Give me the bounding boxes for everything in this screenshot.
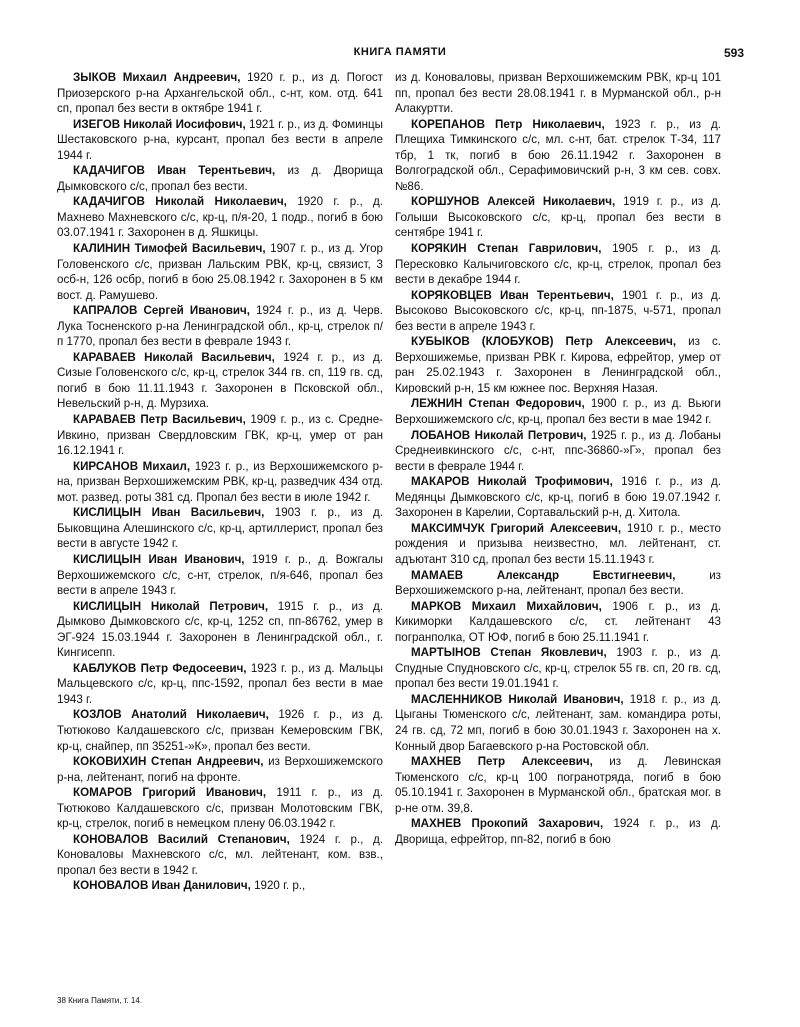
person-name: КИСЛИЦЫН Иван Иванович, — [73, 552, 245, 566]
entry-details: 1901 г. р., из д. Высоково Высоковского с/с, кр-ц, пп-1875, ч-571, пропал без вести в апреле 1943 г. — [395, 288, 721, 333]
entry-details: из Верхошижемского р-на, лейтенант, погиб на фронте. — [57, 755, 383, 784]
entry-details: 1921 г. р., из д. Фоминцы Шестаковского р-на, курсант, пропал без вести в апреле 1944 г. — [57, 117, 383, 162]
person-name: ИЗЕГОВ Николай Иосифович, — [73, 117, 246, 131]
memorial-entry — [395, 645, 721, 692]
memorial-entry — [395, 334, 721, 396]
memorial-entry — [57, 505, 383, 552]
memorial-entry — [395, 692, 721, 754]
person-name: КОМАРОВ Григорий Иванович, — [73, 786, 267, 800]
entry-details: 1916 г. р., из д. Медянцы Дымковского с/с, кр-ц, погиб в бою 19.07.1942 г. Захоронен в Карелии, Сортавальский р-н, д. Хитола. — [395, 475, 722, 520]
person-name: КАБЛУКОВ Петр Федосеевич, — [73, 661, 247, 675]
entry-details: 1903 г. р., из д. Спудные Спудновского с/с, кр-ц, стрелок 55 гв. сп, 20 гв. сд, пропал без вести 19.01.1941 г. — [395, 646, 721, 691]
person-name: МАХНЕВ Прокопий Захарович, — [411, 817, 604, 831]
memorial-entry — [395, 521, 721, 568]
entry-details: из с. Верхошижемье, призван РВК г. Кирова, ефрейтор, умер от ран 25.02.1943 г. Захоронен в Ленинградской обл., Кировский р-н, 15 км южнее пос. Верхняя Назая. — [395, 335, 721, 395]
entry-details: 1907 г. р., из д. Угор Головенского с/с, призван Лальским РВК, кр-ц, связист, 3 осб-н, 126 осбр, погиб в бою 25.08.1942 г. Захоронен в 5 км вост. д. Рамушево. — [57, 242, 383, 302]
memorial-entry — [57, 754, 383, 785]
memorial-entry — [57, 599, 383, 661]
memorial-entry — [395, 568, 721, 599]
person-name: КОРЯКИН Степан Гаврилович, — [411, 242, 602, 256]
entry-details: 1905 г. р., из д. Пересковко Калычиговского с/с, кр-ц, стрелок, пропал без вести в декабре 1944 г. — [395, 242, 721, 287]
memorial-entry — [395, 241, 721, 288]
person-name: КОРЕПАНОВ Петр Николаевич, — [411, 117, 605, 131]
person-name: КИСЛИЦЫН Иван Васильевич, — [73, 506, 265, 520]
person-name: ЛОБАНОВ Николай Петрович, — [411, 428, 587, 442]
entry-details: 1915 г. р., из д. Дымково Дымковского с/с, кр-ц, 1252 сп, пп-86762, умер в ЭГ-924 15.03.1944 г. Захоронен в Ленинградской обл., г. Кингисепп. — [57, 599, 383, 660]
person-name: МАКАРОВ Николай Трофимович, — [411, 475, 613, 489]
entry-details: 1919 г. р., из д. Голыши Высоковского с/с, кр-ц, пропал без вести в сентябре 1941 г. — [395, 195, 721, 240]
running-title: КНИГА ПАМЯТИ — [353, 46, 447, 58]
entry-details: 1925 г. р., из д. Лобаны Среднеивкинского с/с, с-нт, ппс-36860-»Г», пропал без вести в феврале 1944 г. — [395, 428, 721, 473]
person-name: КОРЯКОВЦЕВ Иван Терентьевич, — [411, 288, 614, 302]
person-name: КАПРАЛОВ Сергей Иванович, — [73, 304, 250, 318]
entry-details: 1920 г. р., — [250, 879, 306, 893]
memorial-entry — [57, 303, 383, 350]
memorial-entry — [395, 816, 721, 847]
person-name: МАМАЕВ Александр Евстигнеевич, — [411, 568, 676, 582]
memorial-entry — [395, 396, 721, 427]
person-name: КОЗЛОВ Анатолий Николаевич, — [73, 708, 269, 722]
entry-details: 1910 г. р., место рождения и призыва неизвестно, мл. лейтенант, ст. адъютант 310 сд, пропал без вести 15.11.1943 г. — [395, 521, 721, 566]
person-name: КАРАВАЕВ Петр Васильевич, — [73, 413, 246, 427]
person-name: КАЛИНИН Тимофей Васильевич, — [73, 242, 266, 256]
memorial-entry — [395, 70, 721, 117]
memorial-entry — [57, 70, 383, 117]
entry-details: 1918 г. р., из д. Цыганы Тюменского с/с, лейтенант, зам. командира роты, 24 гв. сд, 72 мп, погиб в бою 30.01.1943 г. Захоронен на х. Конный двор Багаевского р-на Ростовской обл. — [395, 692, 721, 753]
entry-details: 1903 г. р., из д. Быковщина Алешинского с/с, кр-ц, артиллерист, пропал без вести в августе 1942 г. — [57, 506, 383, 551]
person-name: КИСЛИЦЫН Николай Петрович, — [73, 599, 269, 613]
entry-details: из д. Левинская Тюменского с/с, кр-ц 100 погранотряда, погиб в бою 05.10.1941 г. Захоронен в Мурманской обл., братская мог. в р-не отм. 39,8. — [395, 755, 721, 815]
person-name: КАДАЧИГОВ Николай Николаевич, — [73, 195, 287, 209]
person-name: КАРАВАЕВ Николай Васильевич, — [73, 350, 275, 364]
person-name: ЛЕЖНИН Степан Федорович, — [411, 397, 585, 411]
person-name: КАДАЧИГОВ Иван Терентьевич, — [73, 164, 276, 178]
entry-details: 1924 г. р., из д. Черв. Лука Тосненского р-на Ленинградской обл., кр-ц, стрелок п/п 1770, пропал без вести в феврале 1943 г. — [57, 304, 383, 349]
person-name: КОНОВАЛОВ Иван Данилович, — [73, 879, 251, 893]
memorial-entry — [57, 194, 383, 241]
left-column — [57, 70, 383, 894]
right-column — [395, 70, 721, 847]
person-name: МАСЛЕННИКОВ Николай Иванович, — [411, 692, 624, 706]
memorial-entry — [57, 832, 383, 879]
entry-details: 1919 г. р., д. Вожгалы Верхошижемского с/с, с-нт, стрелок, п/я-646, пропал без вести в апреле 1943 г. — [57, 552, 383, 598]
entry-details: 1906 г. р., из д. Кикиморки Калдашевского с/с, ст. лейтенант 43 погранполка, ОТ ЮФ, погиб в бою 25.11.1941 г. — [395, 599, 721, 644]
memorial-entry — [57, 459, 383, 506]
entry-details: 1924 г. р., из д. Дворища, ефрейтор, пп-82, погиб в бою — [395, 817, 721, 846]
entry-details: 1920 г. р., из д. Погост Приозерского р-на Архангельской обл., с-нт, ком. отд. 641 сп, пропал без вести в октябре 1941 г. — [57, 71, 383, 116]
memorial-entry — [395, 117, 721, 195]
memorial-entry — [57, 785, 383, 832]
memorial-entry — [57, 552, 383, 599]
entry-details: 1923 г. р., из Верхошижемского р-на, призван Верхошижемским РВК, кр-ц, разведчик 434 отд. мот. развед. роты 381 сд. Пропал без вести в июле 1942 г. — [57, 459, 383, 504]
entry-details: из д. Коноваловы, призван Верхошижемским РВК, кр-ц 101 пп, пропал без вести 28.08.1941 г. в Мурманской обл., р-н Алакуртти. — [395, 71, 721, 116]
person-name: КИРСАНОВ Михаил, — [73, 459, 191, 473]
entry-details: 1909 г. р., из с. Средне-Ивкино, призван Свердловским ГВК, кр-ц, умер от ран 16.12.1941 г. — [57, 413, 384, 458]
memorial-entry — [57, 241, 383, 303]
entry-details: 1923 г. р., из д. Плещиха Тимкинского с/с, мл. с-нт, бат. стрелок Т-34, 117 тбр, 1 тк, погиб в бою 26.11.1942 г. Захоронен в Волгоградской обл., Серафимовичский р-н, 3 км сев. совх. №86. — [395, 117, 721, 193]
memorial-entry — [395, 288, 721, 335]
memorial-entry — [57, 117, 383, 164]
memorial-entry — [57, 661, 383, 708]
person-name: МАРКОВ Михаил Михайлович, — [411, 599, 602, 613]
memorial-entry — [57, 878, 383, 894]
entry-details: 1924 г. р., из д. Сизые Головенского с/с, кр-ц, стрелок 344 гв. сп, 119 гв. сд, погиб в бою 11.11.1943 г. Захоронен в Псковской обл., Невельский р-н, д. Мурзиха. — [57, 350, 383, 411]
memorial-entry — [395, 754, 721, 816]
entry-details: 1920 г. р., д. Махнево Махневского с/с, кр-ц, п/я-20, 1 подр., погиб в бою 03.07.1941 г. Захоронен в д. Яшкицы. — [57, 195, 383, 240]
person-name: КОКОВИХИН Степан Андреевич, — [73, 755, 264, 769]
memorial-entry — [395, 194, 721, 241]
entry-details: 1923 г. р., из д. Мальцы Мальцевского с/с, кр-ц, ппс-1592, пропал без вести в мае 1943 г. — [57, 661, 383, 706]
page-footer: 38 Книга Памяти, т. 14. — [57, 996, 143, 1005]
entry-details: из Верхошижемского р-на, лейтенант, пропал без вести. — [395, 568, 721, 598]
memorial-entry — [57, 163, 383, 194]
person-name: МАКСИМЧУК Григорий Алексеевич, — [411, 521, 622, 535]
entry-details: 1924 г. р., д. Коноваловы Махневского с/с, мл. лейтенант, ком. взв., пропал без вести в 1942 г. — [57, 832, 383, 877]
memorial-entry — [395, 599, 721, 646]
memorial-entry — [395, 428, 721, 475]
memorial-entry — [57, 707, 383, 754]
entry-details: 1926 г. р., из д. Тютюково Калдашевского с/с, призван Кемеровским ГВК, кр-ц, снайпер, пп 35251-»К», пропал без вести. — [57, 708, 383, 753]
page-header — [0, 46, 800, 62]
person-name: КУБЫКОВ (КЛОБУКОВ) Петр Алексеевич, — [411, 335, 677, 349]
memorial-entry — [395, 474, 721, 521]
person-name: КОРШУНОВ Алексей Николаевич, — [411, 195, 616, 209]
person-name: ЗЫКОВ Михаил Андреевич, — [73, 71, 241, 84]
person-name: МАРТЫНОВ Степан Яковлевич, — [411, 646, 607, 660]
entry-details: 1900 г. р., из д. Вьюги Верхошижемского с/с, кр-ц, пропал без вести в мае 1942 г. — [395, 397, 721, 427]
person-name: КОНОВАЛОВ Василий Степанович, — [73, 832, 290, 846]
memorial-entry — [57, 412, 383, 459]
page-number: 593 — [723, 46, 744, 60]
memorial-entry — [57, 350, 383, 412]
entry-details: из д. Дворища Дымковского с/с, пропал без вести. — [57, 164, 384, 193]
person-name: МАХНЕВ Петр Алексеевич, — [411, 755, 593, 769]
entry-details: 1911 г. р., из д. Тютюково Калдашевского с/с, призван Молотовским ГВК, кр-ц, стрелок, погиб в немецком плену 06.03.1942 г. — [57, 786, 383, 831]
